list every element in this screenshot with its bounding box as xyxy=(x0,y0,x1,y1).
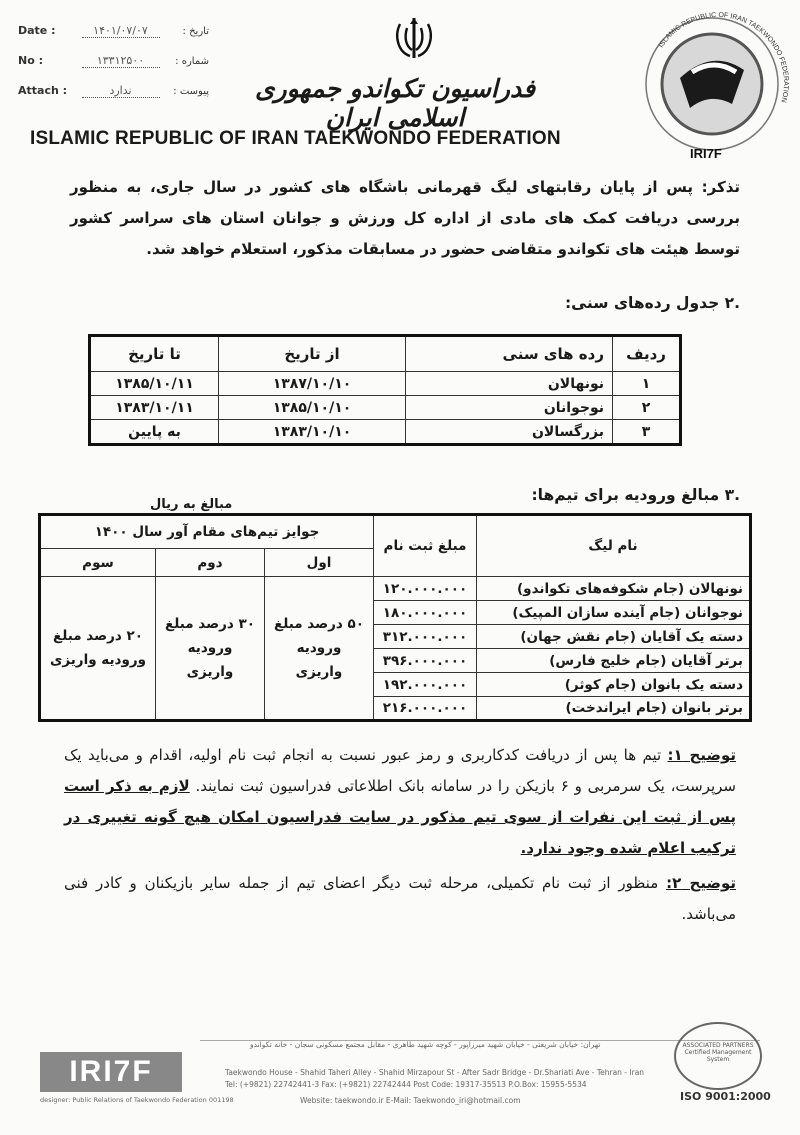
entry-fees-table xyxy=(38,513,752,722)
explanation-2-text: منظور از ثبت نام تکمیلی، مرحله ثبت دیگر اعضای تیم از جمله سایر بازیکنان و کادر فنی می‌باشد. xyxy=(64,874,736,923)
cell-age-group: نوجوانان xyxy=(406,396,613,420)
cell-league: دسته یک آقایان (جام نقش جهان) xyxy=(477,625,751,649)
iran-emblem-icon xyxy=(392,14,436,62)
cell-fee: ۳۱۲.۰۰۰.۰۰۰ xyxy=(374,625,477,649)
age-groups-table xyxy=(88,334,682,446)
federation-title-fa: فدراسیون تکواندو جمهوری اسلامی ایران xyxy=(254,74,536,132)
col-header-second: دوم xyxy=(156,549,265,577)
cell-to-date: ۱۳۸۳/۱۰/۱۱ xyxy=(90,396,219,420)
cell-prize-third: ۲۰ درصد مبلغ ورودیه واریزی xyxy=(40,577,156,721)
cell-from-date: ۱۳۸۷/۱۰/۱۰ xyxy=(219,372,406,396)
cell-age-group: بزرگسالان xyxy=(406,420,613,445)
cell-fee: ۱۲۰.۰۰۰.۰۰۰ xyxy=(374,577,477,601)
certification-text: ASSOCIATED PARTNERS Certified Management System xyxy=(682,1042,754,1063)
cell-from-date: ۱۳۸۳/۱۰/۱۰ xyxy=(219,420,406,445)
cell-league: نونهالان (جام شکوفه‌های تکواندو) xyxy=(477,577,751,601)
cell-league: نوجوانان (جام آینده سازان المپیک) xyxy=(477,601,751,625)
col-header-age-group: رده های سنی xyxy=(406,336,613,372)
cell-row-no: ۲ xyxy=(613,396,681,420)
number-row xyxy=(18,54,209,68)
cell-league: برتر بانوان (جام ایراندخت) xyxy=(477,697,751,721)
explanation-1 xyxy=(64,740,736,864)
section3-title: .۳ مبالغ ورودیه برای تیم‌ها: xyxy=(531,486,740,504)
table-header-row xyxy=(90,336,681,372)
cell-to-date: به پایین xyxy=(90,420,219,445)
col-header-from-date: از تاریخ xyxy=(219,336,406,372)
cell-row-no: ۳ xyxy=(613,420,681,445)
federation-logo xyxy=(632,8,792,168)
footer-designer: designer: Public Relations of Taekwondo Federation 001198 xyxy=(40,1096,234,1104)
explanation-2-label: توضیح ۲: xyxy=(666,874,737,892)
section2-title: .۲ جدول رده‌های سنی: xyxy=(564,294,740,312)
cell-fee: ۱۸۰.۰۰۰.۰۰۰ xyxy=(374,601,477,625)
date-value: ۱۴۰۱/۰۷/۰۷ xyxy=(82,24,160,38)
col-header-first: اول xyxy=(265,549,374,577)
col-header-third: سوم xyxy=(40,549,156,577)
cell-league: دسته یک بانوان (جام کوثر) xyxy=(477,673,751,697)
note-paragraph: تذکر: پس از پایان رقابتهای لیگ قهرمانی باشگاه های کشور در سال جاری، به منظور بررسی دریافت کمک های مادی از اداره کل ورزش و جوانان استان های سراسر کشور توسط هیئت های تکواندو متقاضی حضور در مسابقات مذکور، استعلام خواهد شد. xyxy=(70,178,740,258)
table-row xyxy=(90,420,681,445)
date-label: Date : xyxy=(18,24,56,37)
col-header-row-no: ردیف xyxy=(613,336,681,372)
cell-fee: ۳۹۶.۰۰۰.۰۰۰ xyxy=(374,649,477,673)
col-header-prizes: جوایز تیم‌های مقام آور سال ۱۴۰۰ xyxy=(40,515,374,549)
explanation-1-emphasis: لازم به ذکر است پس از ثبت این نفرات از سوی تیم مذکور در سایت فدراسیون امکان هیچ گونه تغییری در ترکیب اعلام شده وجود ندارد. xyxy=(64,777,736,857)
explanation-1-label: توضیح ۱: xyxy=(667,746,736,764)
footer-contact: Tel: (+9821) 22742441-3 Fax: (+9821) 22742444 Post Code: 19317-35513 P.O.Box: 15955-5534 xyxy=(225,1080,587,1089)
date-row xyxy=(18,24,209,38)
cell-league: برتر آقایان (جام خلیج فارس) xyxy=(477,649,751,673)
cell-prize-second: ۳۰ درصد مبلغ ورودیه واریزی xyxy=(156,577,265,721)
cell-row-no: ۱ xyxy=(613,372,681,396)
iso-label: ISO 9001:2000 xyxy=(680,1090,771,1103)
col-header-to-date: تا تاریخ xyxy=(90,336,219,372)
table-header-row xyxy=(40,515,751,549)
number-value: ۱۳۳۱۲۵۰۰ xyxy=(82,54,160,68)
footer-web: Website: taekwondo.ir E-Mail: Taekwondo_iri@hotmail.com xyxy=(300,1096,521,1105)
logo-text: IRI7F xyxy=(690,146,722,161)
attach-label-fa: : پیوست xyxy=(173,86,209,97)
attach-value: ندارد xyxy=(82,84,160,98)
explanation-2 xyxy=(64,868,736,930)
footer-address-en: Taekwondo House - Shahid Taheri Alley - Shahid Mirzapour St - After Sadr Bridge - Dr.Shariati Ave - Tehran - Iran xyxy=(225,1068,645,1077)
table-row xyxy=(40,577,751,601)
col-header-league: نام لیگ xyxy=(477,515,751,577)
date-label-fa: : تاریخ xyxy=(182,26,209,37)
footer-federation-logo: IRI7F xyxy=(40,1052,182,1092)
cell-age-group: نونهالان xyxy=(406,372,613,396)
cell-from-date: ۱۳۸۵/۱۰/۱۰ xyxy=(219,396,406,420)
cell-fee: ۱۹۲.۰۰۰.۰۰۰ xyxy=(374,673,477,697)
currency-note: مبالغ به ریال xyxy=(150,497,233,512)
cell-fee: ۲۱۶.۰۰۰.۰۰۰ xyxy=(374,697,477,721)
explanation-1-text: تیم ها پس از دریافت کدکاربری و رمز عبور نسبت به انجام ثبت نام اولیه، اقدام و می‌باید یک سرپرست، یک سرمربی و ۶ بازیکن را در سامانه بانک اطلاعاتی فدراسیون ثبت نمایند. xyxy=(64,746,736,795)
number-label: No : xyxy=(18,54,43,67)
cell-to-date: ۱۳۸۵/۱۰/۱۱ xyxy=(90,372,219,396)
cell-prize-first: ۵۰ درصد مبلغ ورودیه واریزی xyxy=(265,577,374,721)
table-row xyxy=(90,372,681,396)
col-header-fee: مبلغ ثبت نام xyxy=(374,515,477,577)
number-label-fa: : شماره xyxy=(175,56,209,67)
federation-title-en: ISLAMIC REPUBLIC OF IRAN TAEKWONDO FEDERATION xyxy=(30,128,561,149)
footer-address-fa: تهران: خیابان شریعتی - خیابان شهید میرزاپور - کوچه شهید طاهری - مقابل مجتمع مسکونی سجان - خانه تکواندو xyxy=(250,1040,601,1049)
attach-row xyxy=(18,84,209,98)
attach-label: Attach : xyxy=(18,84,68,97)
logo-ring-text: ISLAMIC REPUBLIC OF IRAN TAEKWONDO FEDERATION xyxy=(657,11,790,104)
certification-seal xyxy=(674,1022,762,1090)
table-row xyxy=(90,396,681,420)
